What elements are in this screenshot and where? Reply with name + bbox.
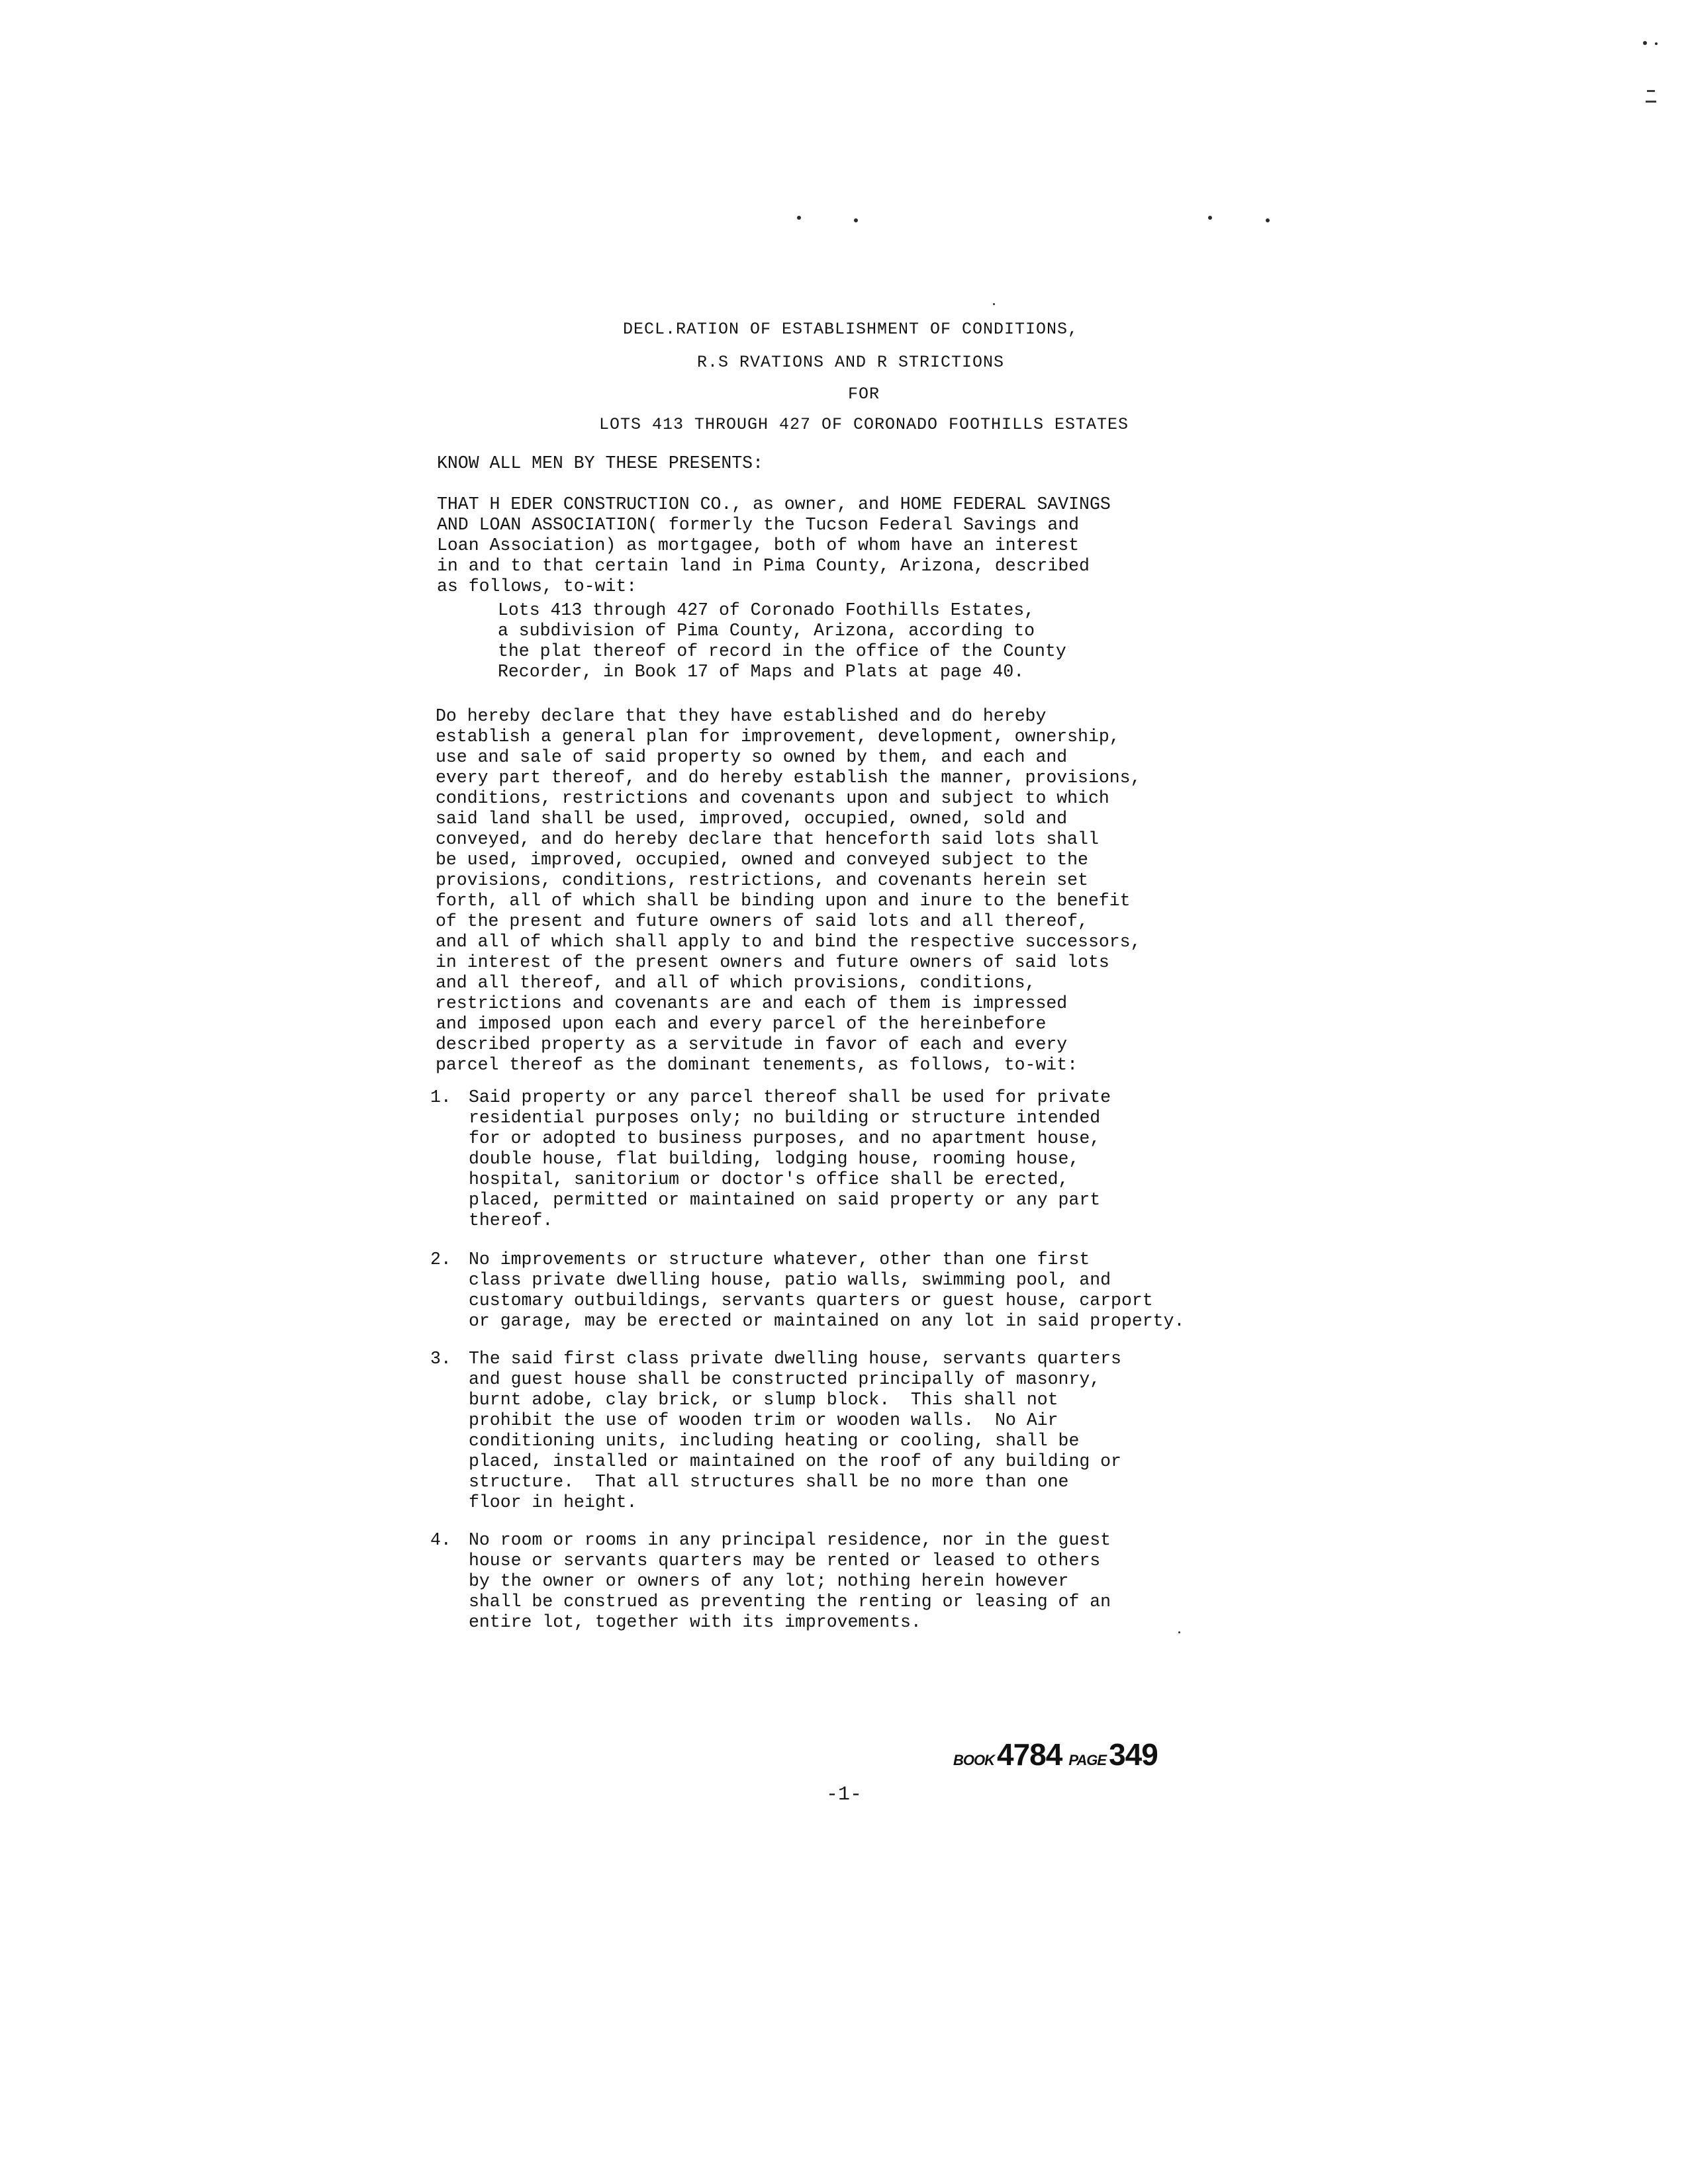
page-label: PAGE bbox=[1068, 1752, 1107, 1768]
document-title-line-2: R.S RVATIONS AND R STRICTIONS bbox=[696, 353, 1005, 372]
document-title-line-3: FOR bbox=[847, 385, 880, 404]
item-text: The said first class private dwelling house, servants quarters and guest house shall be constructed principally of masonry, burnt adobe, clay brick, or slump block. This shall not prohibit the use of wooden trim or wooden walls. No Air conditioning units, including heating or cooling, shall be placed, installed or maintained on the roof of any building or structure. That all structures shall be no more than one floor in height. bbox=[469, 1349, 1121, 1512]
scan-speck bbox=[1655, 42, 1658, 45]
book-number: 4784 bbox=[997, 1737, 1062, 1772]
recording-stamp bbox=[953, 1737, 1164, 1772]
document-title-line-1: DECL.RATION OF ESTABLISHMENT OF CONDITIONS, bbox=[622, 320, 1079, 339]
scan-speck bbox=[797, 216, 801, 220]
scan-speck bbox=[1643, 41, 1647, 45]
legal-description: Lots 413 through 427 of Coronado Foothills Estates, a subdivision of Pima County, Arizona, according to the plat thereof of record in the office of the County Recorder, in Book 17 of Maps and Plats at page 40. bbox=[498, 600, 1066, 682]
scan-mark bbox=[1646, 101, 1656, 103]
scan-speck bbox=[1266, 218, 1270, 222]
item-text: No improvements or structure whatever, other than one first class private dwelling house, patio walls, swimming pool, and customary outbuildings, servants quarters or guest house, carport or garage, may be erected or maintained on any lot in said property. bbox=[469, 1250, 1185, 1331]
document-title-line-4: LOTS 413 THROUGH 427 OF CORONADO FOOTHILLS ESTATES bbox=[598, 415, 1129, 434]
scan-mark bbox=[1647, 90, 1655, 92]
item-number: 1. bbox=[430, 1087, 451, 1107]
item-text: Said property or any parcel thereof shall be used for private residential purposes only; no building or structure intended for or adopted to business purposes, and no apartment house, double house, flat building, lodging house, rooming house, hospital, sanitorium or doctor's office shall be erected, placed, permitted or maintained on said property or any part thereof. bbox=[469, 1087, 1111, 1230]
item-number: 2. bbox=[430, 1250, 451, 1269]
scan-speck bbox=[1178, 1631, 1180, 1633]
item-text: No room or rooms in any principal residence, nor in the guest house or servants quarters may be rented or leased to others by the owner or owners of any lot; nothing herein however shall be construed as preventing the renting or leasing of an entire lot, together with its improvements. bbox=[469, 1530, 1111, 1632]
scan-speck bbox=[993, 303, 995, 305]
item-number: 3. bbox=[430, 1349, 451, 1369]
scan-speck bbox=[854, 218, 858, 222]
page-ref-number: 349 bbox=[1109, 1737, 1158, 1772]
intro-paragraph: THAT H EDER CONSTRUCTION CO., as owner, and HOME FEDERAL SAVINGS AND LOAN ASSOCIATION( formerly the Tucson Federal Savings and Loan Association) as mortgagee, both of whom have an interest in and to that certain land in Pima County, Arizona, described as follows, to-wit: bbox=[437, 494, 1111, 596]
salutation: KNOW ALL MEN BY THESE PRESENTS: bbox=[437, 453, 763, 473]
declaration-paragraph: Do hereby declare that they have established and do hereby establish a general plan for improvement, development, ownership, use and sale of said property so owned by them, and each and every part thereof, and do hereby establish the manner, provisions, conditions, restrictions and covenants upon and subject to which said land shall be used, improved, occupied, owned, sold and conveyed, and do hereby declare that henceforth said lots shall be used, improved, occupied, owned and conveyed subject to the provisions, conditions, restrictions, and covenants herein set forth, all of which shall be binding upon and inure to the benefit of the present and future owners of said lots and all thereof, and all of which shall apply to and bind the respective successors, in interest of the present owners and future owners of said lots and all thereof, and all of which provisions, conditions, restrictions and covenants are and each of them is impressed and imposed upon each and every parcel of the hereinbefore described property as a servitude in favor of each and every parcel thereof as the dominant tenements, as follows, to-wit: bbox=[436, 706, 1141, 1075]
book-label: BOOK bbox=[953, 1752, 994, 1768]
scan-speck bbox=[1208, 216, 1212, 220]
item-number: 4. bbox=[430, 1530, 451, 1550]
page-number: -1- bbox=[825, 1784, 862, 1806]
